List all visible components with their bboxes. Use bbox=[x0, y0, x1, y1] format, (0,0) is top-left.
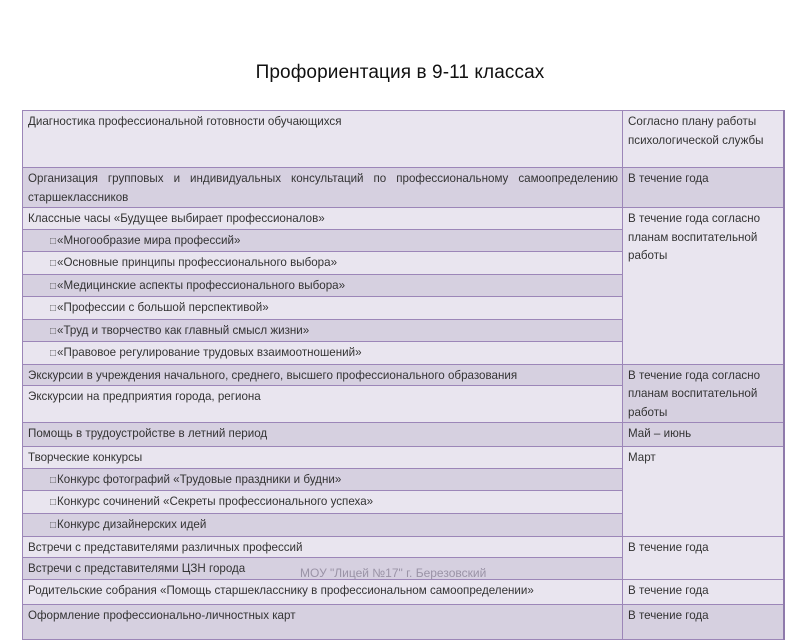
table-row bbox=[23, 579, 784, 604]
page-title: Профориентация в 9-11 классах bbox=[255, 62, 545, 83]
bullet-icon: □ bbox=[50, 325, 57, 337]
timing-cell: Согласно плану работы психологической службы bbox=[623, 111, 784, 168]
subitem-text: «Правовое регулирование трудовых взаимоотношений» bbox=[57, 346, 362, 359]
subitem-cell bbox=[23, 252, 623, 275]
timing-cell: Май – июнь bbox=[623, 423, 784, 447]
bullet-icon: □ bbox=[50, 348, 57, 359]
table-row bbox=[23, 447, 784, 469]
subitem-cell bbox=[23, 229, 623, 252]
subitem-cell bbox=[23, 319, 623, 342]
activity-cell: Помощь в трудоустройстве в летний период bbox=[23, 423, 623, 447]
subitem-cell bbox=[23, 514, 623, 537]
activity-cell: Родительские собрания «Помощь старшекласснику в профессиональном самоопределении» bbox=[23, 579, 623, 604]
bullet-icon: □ bbox=[50, 258, 57, 269]
career-guidance-table bbox=[22, 110, 785, 640]
timing-cell: В течение года bbox=[623, 604, 784, 639]
subitem-text: Конкурс дизайнерских идей bbox=[57, 518, 207, 531]
timing-cell: Март bbox=[623, 447, 784, 537]
subitem-text: «Основные принципы профессионального выбора» bbox=[57, 256, 338, 269]
activity-cell: Встречи с представителями различных профессий bbox=[23, 536, 623, 558]
activity-cell: Экскурсии на предприятия города, региона bbox=[23, 386, 623, 423]
footer-text: МОУ "Лицей №17" г. Березовский bbox=[300, 566, 487, 580]
timing-cell: В течение года bbox=[623, 168, 784, 208]
bullet-icon: □ bbox=[50, 235, 57, 247]
table-row bbox=[23, 604, 784, 639]
bullet-icon: □ bbox=[50, 520, 57, 531]
table-row bbox=[23, 536, 784, 558]
activity-cell: Оформление профессионально-личностных карт bbox=[23, 604, 623, 639]
bullet-icon: □ bbox=[50, 303, 57, 314]
subitem-cell bbox=[23, 491, 623, 514]
subitem-cell bbox=[23, 297, 623, 320]
table-row bbox=[23, 364, 784, 386]
subitem-text: Конкурс сочинений «Секреты профессионального успеха» bbox=[57, 495, 374, 508]
timing-cell: В течение года bbox=[623, 536, 784, 579]
table-row bbox=[23, 208, 784, 230]
subitem-text: «Профессии с большой перспективой» bbox=[57, 301, 269, 314]
subitem-text: «Труд и творчество как главный смысл жизни» bbox=[57, 323, 310, 337]
table-row bbox=[23, 111, 784, 168]
activity-cell: Встречи с представителями ЦЗН города bbox=[23, 558, 623, 580]
timing-cell: В течение года согласно планам воспитательной работы bbox=[623, 208, 784, 365]
timing-cell: В течение года согласно планам воспитательной работы bbox=[623, 364, 784, 423]
subitem-text: «Медицинские аспекты профессионального выбора» bbox=[57, 278, 346, 292]
activity-cell: Экскурсии в учреждения начального, среднего, высшего профессионального образования bbox=[23, 364, 623, 386]
bullet-icon: □ bbox=[50, 280, 57, 292]
subitem-cell bbox=[23, 342, 623, 365]
subitem-cell bbox=[23, 468, 623, 491]
bullet-icon: □ bbox=[50, 497, 57, 508]
subitem-cell bbox=[23, 274, 623, 297]
activity-cell: Диагностика профессиональной готовности обучающихся bbox=[23, 111, 623, 168]
activity-cell: Организация групповых и индивидуальных консультаций по профессиональному самоопределению старшеклассников bbox=[23, 168, 623, 208]
activity-cell: Творческие конкурсы bbox=[23, 447, 623, 469]
subitem-text: Конкурс фотографий «Трудовые праздники и будни» bbox=[57, 472, 342, 486]
table-row bbox=[23, 423, 784, 447]
table-row bbox=[23, 168, 784, 208]
bullet-icon: □ bbox=[50, 474, 57, 486]
activity-cell: Классные часы «Будущее выбирает профессионалов» bbox=[23, 208, 623, 230]
timing-cell: В течение года bbox=[623, 579, 784, 604]
subitem-text: «Многообразие мира профессий» bbox=[57, 233, 241, 247]
